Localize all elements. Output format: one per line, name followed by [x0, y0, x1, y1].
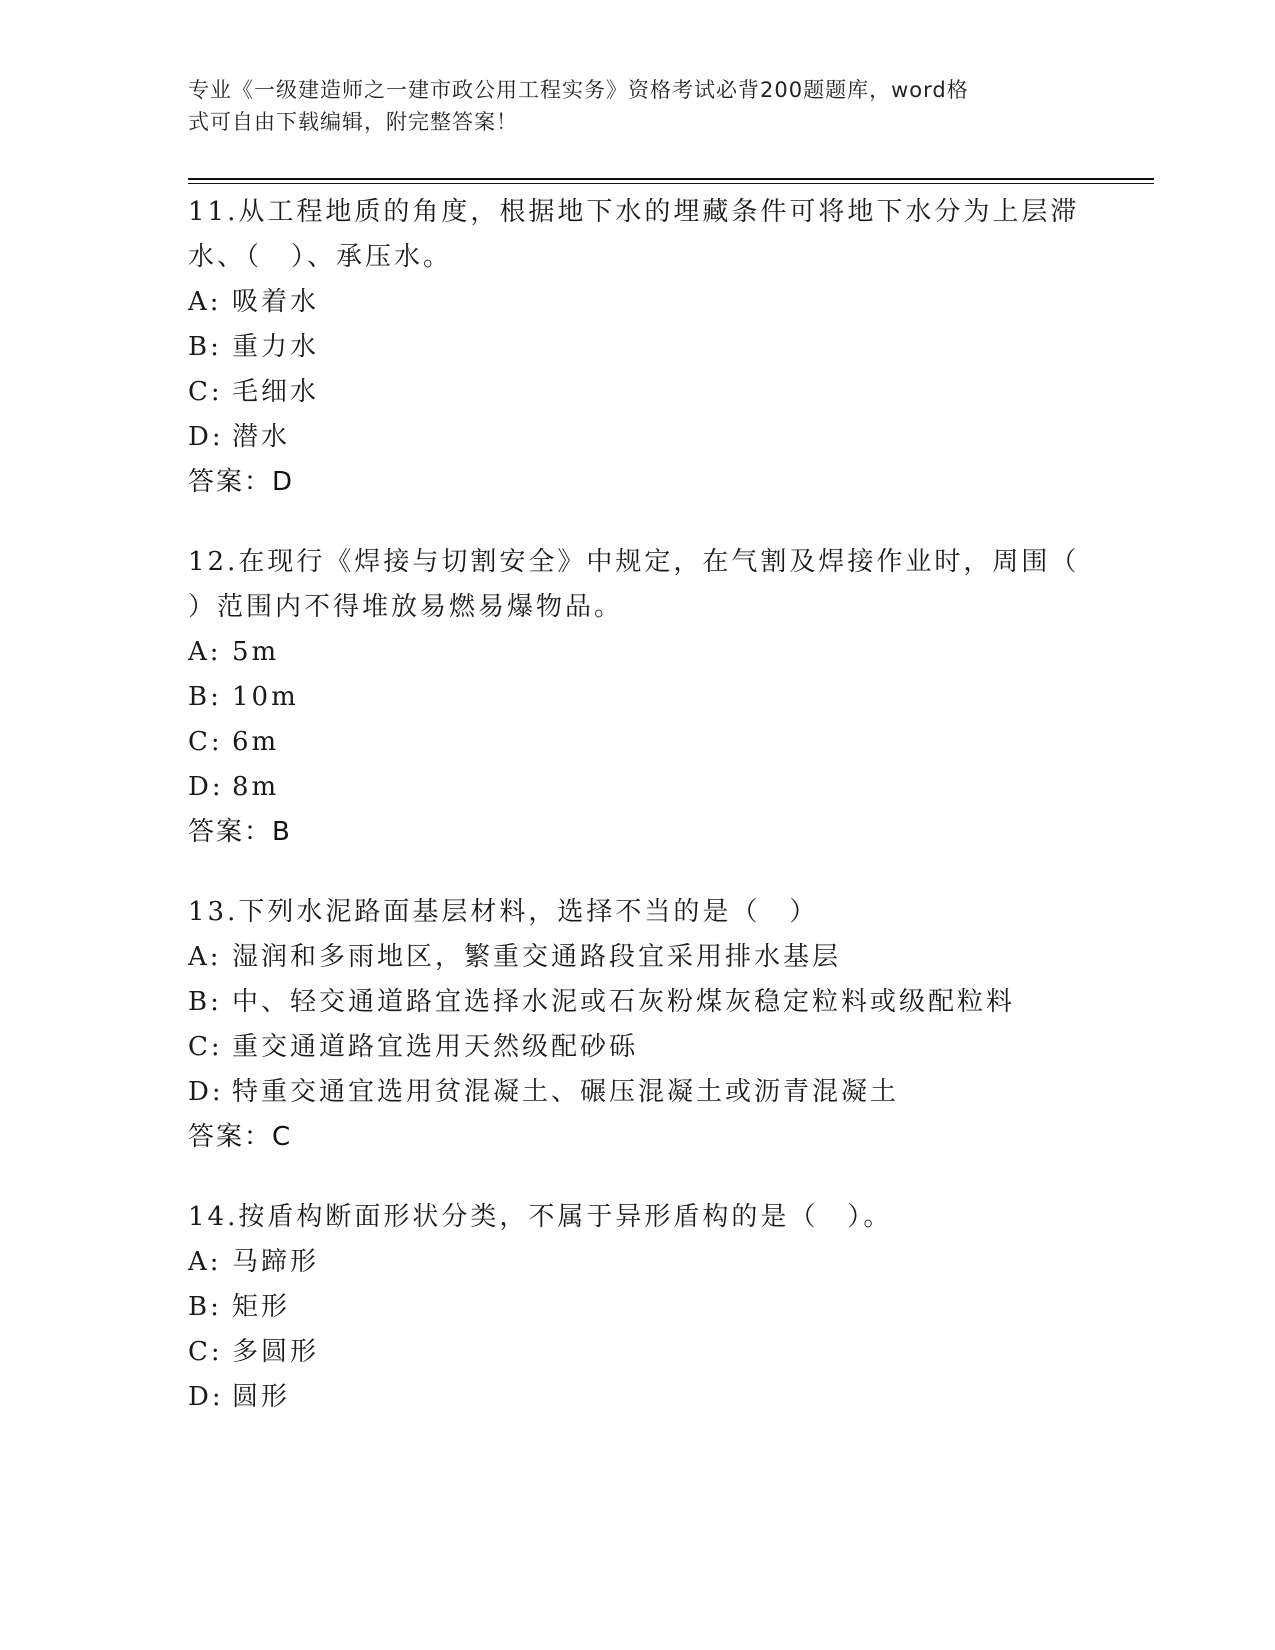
option-label: A: [188, 287, 222, 317]
option-text: 矩形 [232, 1292, 291, 1322]
option-text: 圆形 [232, 1382, 291, 1412]
question-stem [188, 890, 1088, 935]
question-stem-line: 14.按盾构断面形状分类，不属于异形盾构的是（ ）。 [188, 1202, 893, 1232]
option-label: D: [188, 1077, 224, 1107]
answer-line: 答案：C [188, 1122, 293, 1152]
option-text: 5m [232, 637, 280, 667]
option-label: A: [188, 942, 222, 972]
option-text: 毛细水 [232, 377, 320, 407]
question-stem-line: 11.从工程地质的角度，根据地下水的埋藏条件可将地下水分为上层滞 [188, 197, 1080, 227]
option-text: 马蹄形 [232, 1247, 320, 1277]
document-header [188, 74, 1068, 138]
option-label: B: [188, 987, 222, 1017]
question-stem [188, 190, 1088, 280]
header-line-2: 式可自由下载编辑，附完整答案！ [188, 110, 518, 134]
header-divider-thin [188, 183, 1154, 184]
option-label: B: [188, 1292, 222, 1322]
question-13 [188, 890, 1088, 1160]
option-label: B: [188, 332, 222, 362]
option-label: C: [188, 727, 223, 757]
question-stem [188, 1195, 1088, 1240]
option-a [188, 280, 1088, 325]
option-c [188, 1330, 1088, 1375]
option-b [188, 1285, 1088, 1330]
option-label: A: [188, 1247, 222, 1277]
question-stem [188, 540, 1088, 630]
question-stem-line: 13.下列水泥路面基层材料，选择不当的是（ ） [188, 897, 819, 927]
question-stem-line: 水、（ ）、承压水。 [188, 242, 453, 272]
question-14 [188, 1195, 1088, 1420]
option-c [188, 1025, 1088, 1070]
option-label: D: [188, 772, 224, 802]
option-text: 重交通道路宜选用天然级配砂砾 [232, 1032, 639, 1062]
option-text: 湿润和多雨地区，繁重交通路段宜采用排水基层 [232, 942, 842, 972]
option-text: 重力水 [232, 332, 320, 362]
option-d [188, 765, 1088, 810]
question-stem-line: ）范围内不得堆放易燃易爆物品。 [188, 592, 624, 622]
option-d [188, 1375, 1088, 1420]
option-a [188, 630, 1088, 675]
question-11 [188, 190, 1088, 505]
option-text: 潜水 [232, 422, 291, 452]
option-text: 多圆形 [232, 1337, 320, 1367]
option-d [188, 1070, 1088, 1115]
option-a [188, 1240, 1088, 1285]
option-label: C: [188, 1032, 223, 1062]
option-label: C: [188, 377, 223, 407]
option-label: D: [188, 422, 224, 452]
question-list [188, 190, 1088, 1455]
header-line-1: 专业《一级建造师之一建市政公用工程实务》资格考试必背200题题库，word格 [188, 78, 969, 102]
option-c [188, 720, 1088, 765]
question-12 [188, 540, 1088, 855]
question-stem-line: 12.在现行《焊接与切割安全》中规定，在气割及焊接作业时，周围（ [188, 547, 1080, 577]
option-text: 8m [232, 772, 280, 802]
option-text: 吸着水 [232, 287, 320, 317]
option-a [188, 935, 1088, 980]
option-label: B: [188, 682, 222, 712]
option-d [188, 415, 1088, 460]
option-label: A: [188, 637, 222, 667]
option-c [188, 370, 1088, 415]
header-divider-thick [188, 178, 1154, 180]
option-text: 10m [232, 682, 299, 712]
option-text: 6m [232, 727, 280, 757]
option-label: D: [188, 1382, 224, 1412]
option-b [188, 980, 1088, 1025]
answer-line: 答案：B [188, 817, 292, 847]
option-b [188, 325, 1088, 370]
option-text: 中、轻交通道路宜选择水泥或石灰粉煤灰稳定粒料或级配粒料 [232, 987, 1016, 1017]
option-b [188, 675, 1088, 720]
option-label: C: [188, 1337, 223, 1367]
option-text: 特重交通宜选用贫混凝土、碾压混凝土或沥青混凝土 [232, 1077, 900, 1107]
answer-line: 答案：D [188, 467, 295, 497]
